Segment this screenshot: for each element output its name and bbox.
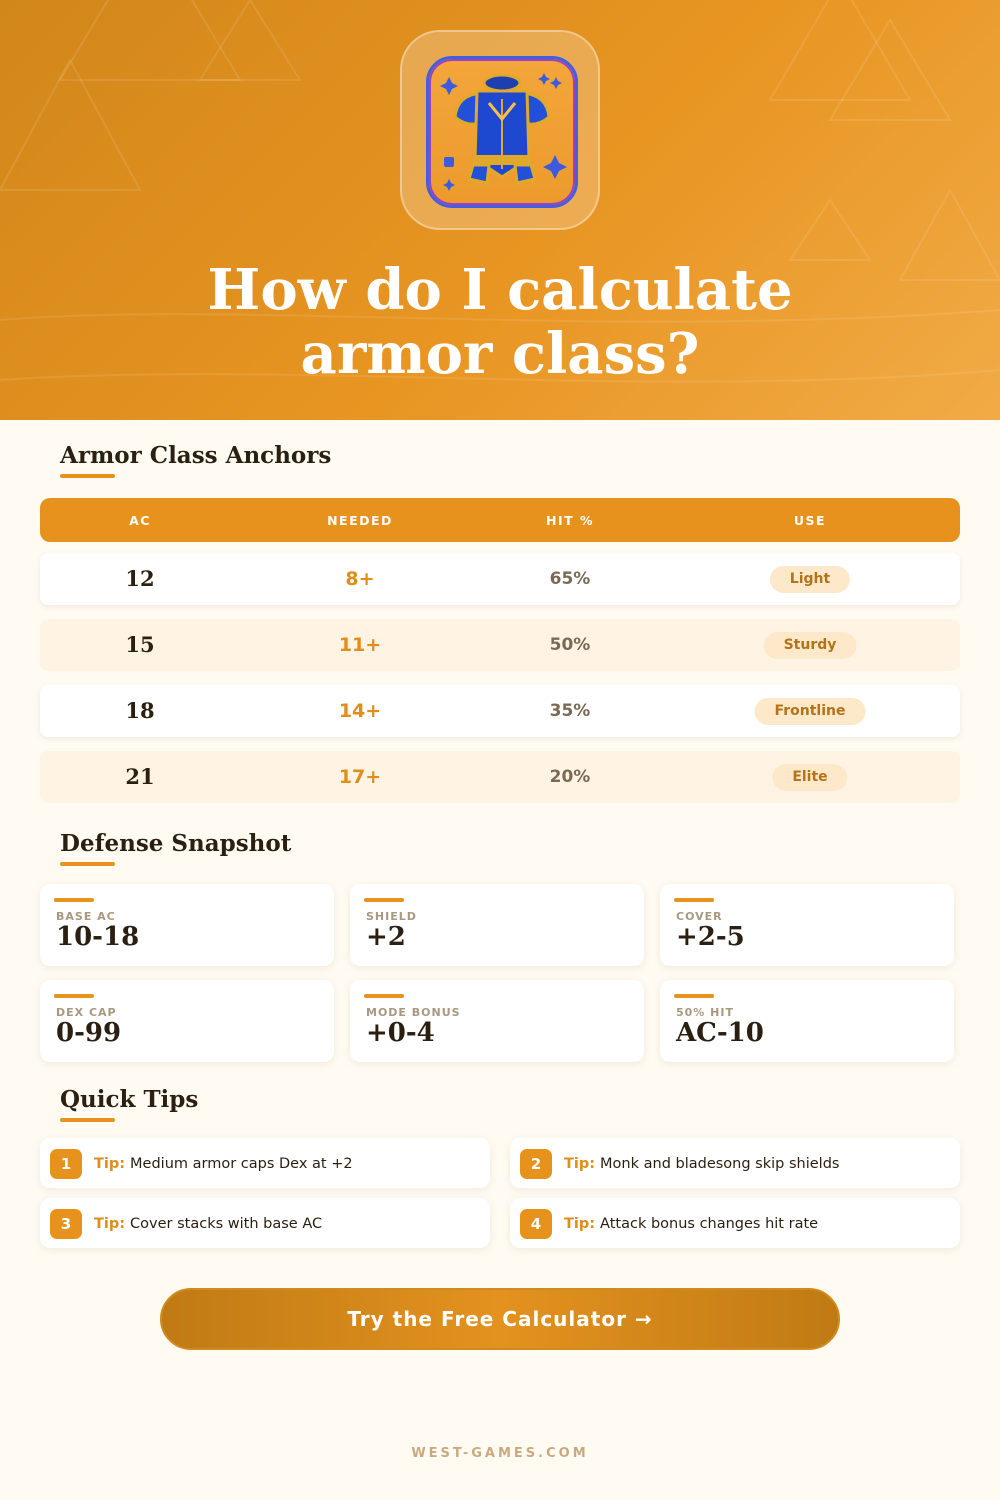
table-row xyxy=(40,619,960,671)
cell-hit: 50% xyxy=(549,635,591,655)
armor-icon-graphic xyxy=(429,59,575,205)
anchors-title-underline xyxy=(60,474,115,478)
tips-title-underline xyxy=(60,1118,115,1122)
stat-card-base-ac xyxy=(40,884,334,966)
tip-number-badge: 3 xyxy=(50,1209,82,1239)
tip-prefix: Tip: xyxy=(564,1216,596,1232)
page-title-line-2: armor class? xyxy=(300,321,700,387)
page-title-line-1: How do I calculate xyxy=(207,257,793,323)
table-row xyxy=(40,553,960,605)
stat-label: BASE AC xyxy=(56,910,116,923)
use-badge: Elite xyxy=(772,764,847,791)
table-row xyxy=(40,751,960,803)
tips-section-title: Quick Tips xyxy=(60,1086,199,1113)
stat-card-shield xyxy=(350,884,644,966)
use-badge: Sturdy xyxy=(764,632,857,659)
cell-hit: 35% xyxy=(549,701,591,721)
stat-card-accent xyxy=(54,994,94,998)
cell-hit: 20% xyxy=(549,767,591,787)
stat-value: +2 xyxy=(366,922,406,952)
table-row xyxy=(40,685,960,737)
cell-ac: 21 xyxy=(125,764,155,789)
stat-label: COVER xyxy=(676,910,723,923)
stat-value: AC-10 xyxy=(676,1018,764,1048)
page-title xyxy=(0,258,1000,386)
stat-card-cover xyxy=(660,884,954,966)
stat-card-accent xyxy=(674,994,714,998)
cell-hit: 65% xyxy=(549,569,591,589)
footer-site-name: WEST-GAMES.COM xyxy=(411,1446,589,1461)
column-header-needed: NEEDED xyxy=(327,513,393,528)
tip-body: Monk and bladesong skip shields xyxy=(600,1156,840,1172)
snapshot-title-underline xyxy=(60,862,115,866)
hero-banner xyxy=(0,0,1000,420)
snapshot-section-title: Defense Snapshot xyxy=(60,830,292,857)
tip-body: Medium armor caps Dex at +2 xyxy=(130,1156,353,1172)
anchors-table-header xyxy=(40,498,960,542)
app-icon-tile xyxy=(400,30,600,230)
tip-number-badge: 2 xyxy=(520,1149,552,1179)
stat-card-accent xyxy=(674,898,714,902)
column-header-use: USE xyxy=(793,513,827,528)
stat-card-accent xyxy=(364,994,404,998)
tip-prefix: Tip: xyxy=(94,1156,126,1172)
tip-item xyxy=(40,1138,490,1188)
tip-number-badge: 4 xyxy=(520,1209,552,1239)
stat-label: MODE BONUS xyxy=(366,1006,461,1019)
tip-body: Cover stacks with base AC xyxy=(130,1216,323,1232)
armor-icon xyxy=(426,56,578,208)
use-badge: Frontline xyxy=(755,698,866,725)
try-calculator-button[interactable]: Try the Free Calculator → xyxy=(160,1288,840,1350)
tip-item xyxy=(510,1198,960,1248)
stat-card-accent xyxy=(364,898,404,902)
tip-text xyxy=(564,1138,839,1188)
stat-card-50-hit xyxy=(660,980,954,1062)
stat-card-mode-bonus xyxy=(350,980,644,1062)
cell-ac: 12 xyxy=(125,566,155,591)
cell-needed: 8+ xyxy=(345,568,375,590)
tip-prefix: Tip: xyxy=(564,1156,596,1172)
tip-prefix: Tip: xyxy=(94,1216,126,1232)
tip-text xyxy=(564,1198,818,1248)
tip-number-badge: 1 xyxy=(50,1149,82,1179)
column-header-ac: AC xyxy=(129,513,151,528)
tip-item xyxy=(40,1198,490,1248)
stat-card-dex-cap xyxy=(40,980,334,1062)
tip-body: Attack bonus changes hit rate xyxy=(600,1216,819,1232)
cell-needed: 11+ xyxy=(338,634,382,656)
cell-ac: 18 xyxy=(125,698,155,723)
stat-value: 10-18 xyxy=(56,922,140,952)
cell-needed: 14+ xyxy=(338,700,382,722)
stat-label: 50% HIT xyxy=(676,1006,734,1019)
stat-card-accent xyxy=(54,898,94,902)
stat-value: +2-5 xyxy=(676,922,745,952)
anchors-section-title: Armor Class Anchors xyxy=(60,442,332,469)
stat-label: DEX CAP xyxy=(56,1006,117,1019)
tip-text xyxy=(94,1138,353,1188)
stat-label: SHIELD xyxy=(366,910,417,923)
use-badge: Light xyxy=(770,566,850,593)
column-header-hit: HIT % xyxy=(545,513,595,528)
stat-value: +0-4 xyxy=(366,1018,435,1048)
cell-ac: 15 xyxy=(125,632,155,657)
stat-value: 0-99 xyxy=(56,1018,122,1048)
tip-text xyxy=(94,1198,322,1248)
tip-item xyxy=(510,1138,960,1188)
cell-needed: 17+ xyxy=(338,766,382,788)
